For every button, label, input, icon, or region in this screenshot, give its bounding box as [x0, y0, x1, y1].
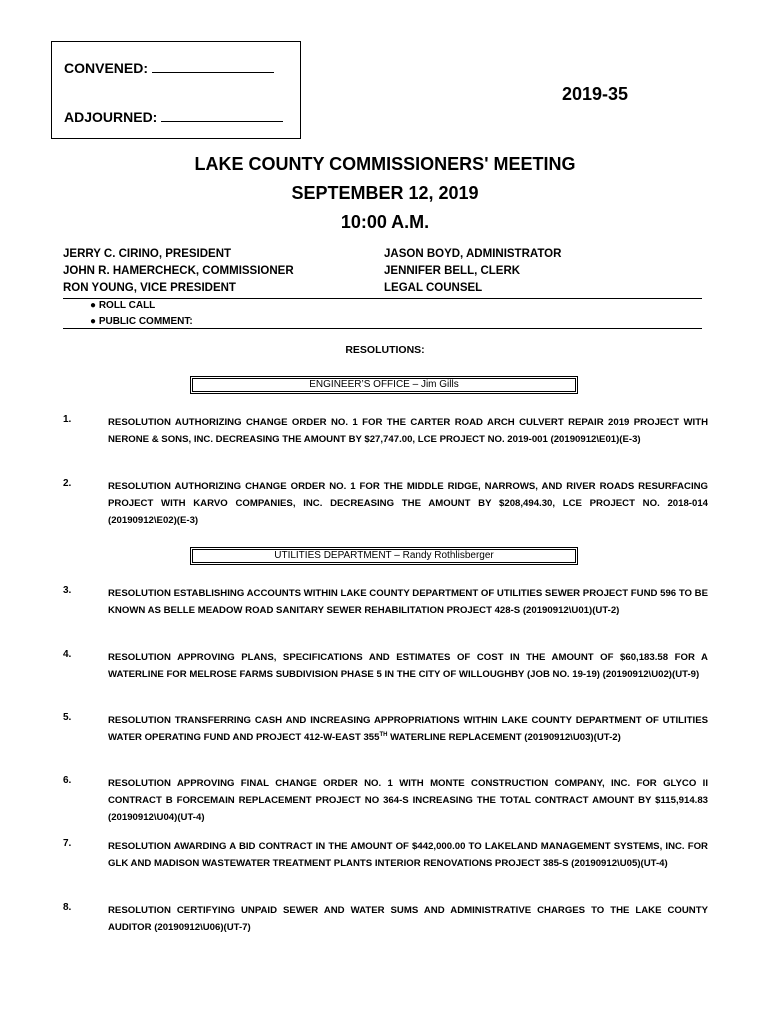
officer-left-1: JERRY C. CIRINO, PRESIDENT — [63, 248, 232, 260]
convened-line — [64, 59, 274, 76]
officer-left-2: JOHN R. HAMERCHECK, COMMISSIONER — [63, 265, 294, 277]
meeting-title: LAKE COUNTY COMMISSIONERS' MEETING — [194, 154, 576, 174]
item-text-part-b: WATERLINE REPLACEMENT (20190912\U03)(UT-2) — [387, 732, 621, 743]
item-text-part-a: RESOLUTION TRANSFERRING CASH AND INCREASING APPROPRIATIONS WITHIN LAKE COUNTY DEPARTMENT OF UTILITIES WATER OPERATING FUND AND PROJECT 412-W-EAST 355 — [108, 715, 708, 743]
item-number: 2. — [63, 478, 72, 489]
officer-right-3: LEGAL COUNSEL — [384, 282, 483, 294]
officer-right-1: JASON BOYD, ADMINISTRATOR — [384, 248, 562, 260]
item-text: RESOLUTION AUTHORIZING CHANGE ORDER NO. 1 FOR THE CARTER ROAD ARCH CULVERT REPAIR 2019 PROJECT WITH NERONE & SONS, INC. DECREASING THE AMOUNT BY $27,747.00, LCE PROJECT NO. 2019-001 (20190912\E01)(E-3) — [108, 417, 708, 445]
item-text: RESOLUTION APPROVING PLANS, SPECIFICATIONS AND ESTIMATES OF COST IN THE AMOUNT OF $60,183.58 FOR A WATERLINE FOR MELROSE FARMS SUBDIVISION PHASE 5 IN THE CITY OF WILLOUGHBY (JOB NO. 19-19) (20190912\U02)(UT-9) — [108, 652, 708, 680]
adjourned-blank — [161, 108, 283, 122]
item-number: 7. — [63, 838, 72, 849]
convened-label: CONVENED: — [64, 60, 149, 76]
roll-call: ● ROLL CALL — [90, 300, 156, 311]
item-text: RESOLUTION AUTHORIZING CHANGE ORDER NO. 1 FOR THE MIDDLE RIDGE, NARROWS, AND RIVER ROADS RESURFACING PROJECT WITH KARVO COMPANIES, INC. DECREASING THE AMOUNT BY $208,494.30, LCE PROJECT NO. 2018-014 (20190912\E02)(E-3) — [108, 481, 708, 526]
adjourned-line — [64, 108, 283, 125]
item-number: 5. — [63, 712, 72, 723]
item-text: RESOLUTION AWARDING A BID CONTRACT IN THE AMOUNT OF $442,000.00 TO LAKELAND MANAGEMENT SYSTEMS, INC. FOR GLK AND MADISON WASTEWATER TREATMENT PLANTS INTERIOR RENOVATIONS PROJECT 385-S (20190912\U05)(UT-4) — [108, 841, 708, 869]
section-utilities-department: UTILITIES DEPARTMENT – Randy Rothlisberger — [190, 547, 578, 565]
item-text: RESOLUTION CERTIFYING UNPAID SEWER AND WATER SUMS AND ADMINISTRATIVE CHARGES TO THE LAKE COUNTY AUDITOR (20190912\U06)(UT-7) — [108, 905, 708, 933]
officer-right-2: JENNIFER BELL, CLERK — [384, 265, 521, 277]
public-comment: ● PUBLIC COMMENT: — [90, 316, 193, 327]
item-number: 3. — [63, 585, 72, 596]
meeting-date: SEPTEMBER 12, 2019 — [291, 183, 479, 203]
document-number: 2019-35 — [562, 84, 629, 104]
item-text: RESOLUTION ESTABLISHING ACCOUNTS WITHIN LAKE COUNTY DEPARTMENT OF UTILITIES SEWER PROJECT FUND 596 TO BE KNOWN AS BELLE MEADOW ROAD SANITARY SEWER REHABILITATION PROJECT 428-S (20190912\U01)(UT-2) — [108, 588, 708, 616]
item-number: 8. — [63, 902, 72, 913]
item-number: 1. — [63, 414, 72, 425]
item-text: RESOLUTION APPROVING FINAL CHANGE ORDER NO. 1 WITH MONTE CONSTRUCTION COMPANY, INC. FOR GLYCO II CONTRACT B FORCEMAIN REPLACEMENT PROJECT NO 364-S INCREASING THE TOTAL CONTRACT AMOUNT BY $115,914.83 (20190912\U04)(UT-4) — [108, 778, 708, 823]
resolutions-heading: RESOLUTIONS: — [345, 344, 425, 356]
item-text — [108, 712, 708, 746]
convened-blank — [152, 59, 274, 73]
section-engineers-office: ENGINEER’S OFFICE – Jim Gills — [190, 376, 578, 394]
meeting-time-box — [51, 41, 301, 139]
item-number: 4. — [63, 649, 72, 660]
ordinal-suffix: TH — [379, 731, 388, 738]
divider-top — [63, 298, 702, 299]
officer-left-3: RON YOUNG, VICE PRESIDENT — [63, 282, 236, 294]
meeting-time: 10:00 A.M. — [340, 212, 430, 232]
divider-bottom — [63, 328, 702, 329]
item-number: 6. — [63, 775, 72, 786]
adjourned-label: ADJOURNED: — [64, 109, 158, 125]
